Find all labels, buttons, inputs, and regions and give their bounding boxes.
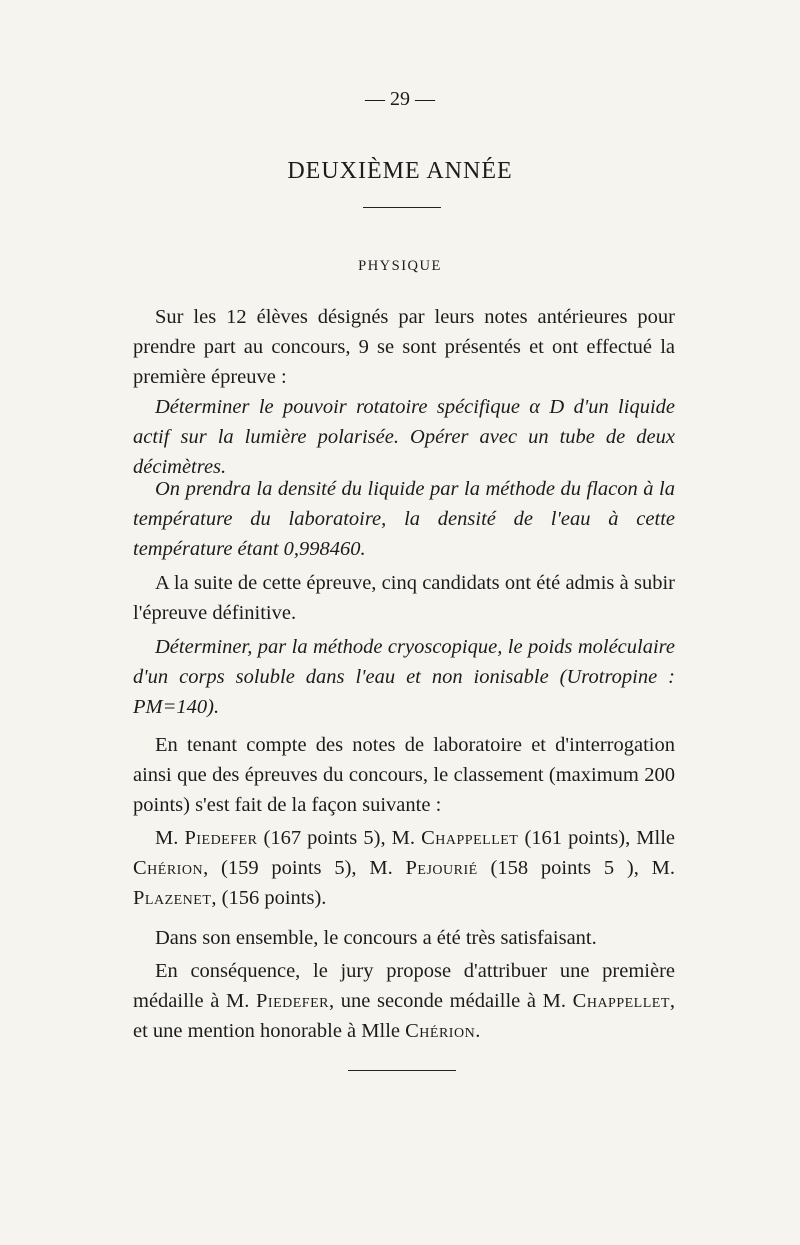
conclusion-text: En conséquence, le jury propose d'attribuer une première médaille à M. (133, 960, 675, 1012)
section-heading: DEUXIÈME ANNÉE (287, 158, 513, 184)
paragraph-text: Dans son ensemble, le concours a été très satisfaisant. (155, 927, 597, 949)
paragraph-text (133, 823, 675, 913)
ranking-text: , (156 points). (211, 887, 327, 909)
candidate-name: Chérion (405, 1020, 476, 1042)
candidate-name: Plazenet (133, 887, 212, 909)
candidate-name: Pejourié (405, 857, 478, 879)
paragraph-text: Déterminer le pouvoir rotatoire spécifique α D d'un liquide actif sur la lumière polarisée. Opérer avec un tube de deux décimètres. (133, 396, 675, 478)
subsection-heading: PHYSIQUE (358, 258, 442, 274)
page-number: — 29 — (365, 88, 435, 110)
paragraph-task-1-density (133, 474, 675, 564)
conclusion-text: . (475, 1020, 481, 1042)
paragraph-text: En tenant compte des notes de laboratoire et d'interrogation ainsi que des épreuves du concours, le classement (maximum 200 points) s'est fait de la façon suivante : (133, 734, 675, 816)
paragraph-text: Sur les 12 élèves désignés par leurs notes antérieures pour prendre part au concours, 9 se sont présentés et ont effectué la première épreuve : (133, 306, 675, 388)
paragraph-task-1 (133, 392, 675, 482)
candidate-name: Chappellet (572, 990, 670, 1012)
paragraph-text (133, 956, 675, 1046)
closing-rule (348, 1070, 456, 1071)
conclusion-text: , une seconde médaille à M. (328, 990, 573, 1012)
paragraph-ranking-intro (133, 730, 675, 820)
paragraph-assessment (133, 923, 675, 953)
paragraph-admission (133, 568, 675, 628)
ranking-text: (161 points), Mlle (518, 827, 676, 849)
paragraph-task-2 (133, 632, 675, 722)
ranking-text: (167 points 5), M. (257, 827, 422, 849)
paragraph-text: Déterminer, par la méthode cryoscopique, le poids moléculaire d'un corps soluble dans l'eau et non ionisable (Urotropine : PM=140). (133, 636, 675, 718)
paragraph-ranking (133, 823, 675, 913)
candidate-name: Chérion (133, 857, 204, 879)
candidate-name: Piedefer (184, 827, 258, 849)
candidate-name: Chappellet (421, 827, 519, 849)
paragraph-text: On prendra la densité du liquide par la méthode du flacon à la température du laboratoire, la densité de l'eau à cette température étant 0,998460. (133, 478, 675, 560)
ranking-text: , (159 points 5), M. (203, 857, 406, 879)
paragraph-text: A la suite de cette épreuve, cinq candidats ont été admis à subir l'épreuve définitive. (133, 572, 675, 624)
paragraph-intro (133, 302, 675, 392)
ranking-text: (158 points 5 ), M. (477, 857, 675, 879)
heading-rule (363, 207, 441, 208)
paragraph-conclusion (133, 956, 675, 1046)
ranking-text: M. (155, 827, 185, 849)
conclusion-text: , et une mention honorable à Mlle (133, 990, 676, 1042)
candidate-name: Piedefer (256, 990, 329, 1012)
